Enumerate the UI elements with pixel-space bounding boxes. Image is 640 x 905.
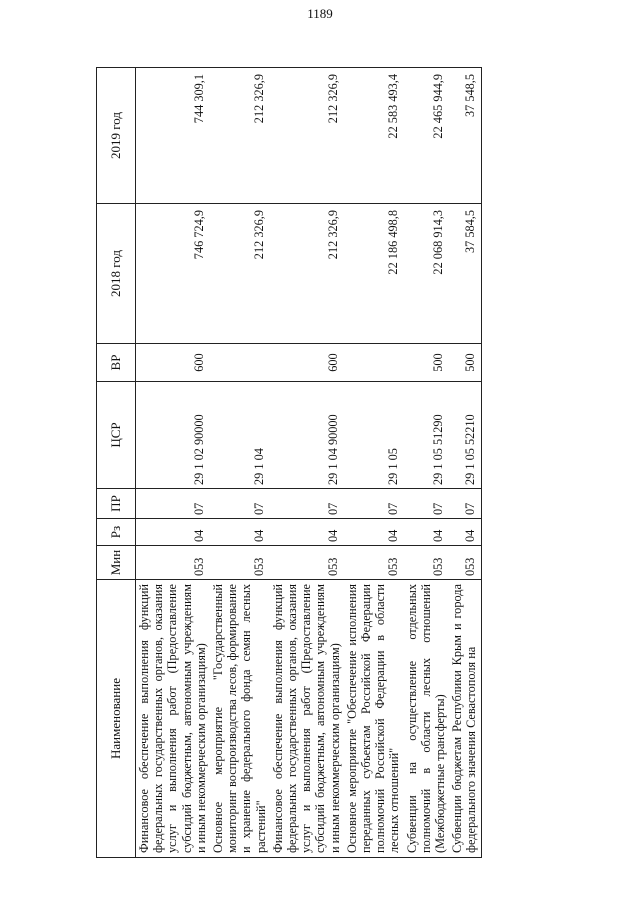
table-row [270,68,344,858]
row-2018: 37 584,5 [449,204,481,344]
row-2019: 37 548,5 [449,68,481,204]
row-2018: 22 186 498,8 [344,204,404,344]
row-name: Субвенции на осуществление отдельных полномочий в области лесных отношений (Межбюджетные трансферты) [404,580,450,858]
row-name: Субвенции бюджетам Республики Крым и города федерального значения Севастополя на [449,580,481,858]
row-name: Финансовое обеспечение выполнения функций федеральных государственных органов, оказания услуг и выполнения работ (Предоставление субсидий бюджетным, автономным учреждениям и иным некоммерческим организациям) [136,580,211,858]
row-rz: 04 [404,519,450,546]
row-vr: 500 [404,344,450,382]
header-csr: ЦСР [97,382,136,489]
row-name: Основное мероприятие "Государственный мониторинг воспроизводства лесов, формирование и хранение федерального фонда семян лесных растений" [210,580,270,858]
row-2019: 22 465 944,9 [404,68,450,204]
row-csr: 29 1 02 90000 [136,382,211,489]
page-number: 1189 [307,6,333,21]
row-rz: 04 [210,519,270,546]
row-vr: 600 [270,344,344,382]
row-name: Финансовое обеспечение выполнения функций федеральных государственных органов, оказания услуг и выполнения работ (Предоставление субсидий бюджетным, автономным учреждениям и иным некоммерческим организациям) [270,580,344,858]
row-rz: 04 [270,519,344,546]
row-min: 053 [270,546,344,580]
row-vr [210,344,270,382]
row-vr: 500 [449,344,481,382]
header-2019: 2019 год [97,68,136,204]
row-pr: 07 [344,489,404,519]
row-2019: 212 326,9 [270,68,344,204]
header-min: Мин [97,546,136,580]
header-vr: ВР [97,344,136,382]
row-2018: 212 326,9 [270,204,344,344]
row-vr [344,344,404,382]
header-rz: Рз [97,519,136,546]
row-pr: 07 [136,489,211,519]
table-row [449,68,481,858]
row-2019: 212 326,9 [210,68,270,204]
row-csr: 29 1 05 51290 [404,382,450,489]
row-pr: 07 [270,489,344,519]
row-csr: 29 1 05 [344,382,404,489]
row-name: Основное мероприятие "Обеспечение исполнения переданных субъектам Российской Федерации полномочий Российской Федерации в области лесных отношений" [344,580,404,858]
row-2018: 212 326,9 [210,204,270,344]
row-2019: 744 309,1 [136,68,211,204]
row-2018: 22 068 914,3 [404,204,450,344]
row-2018: 746 724,9 [136,204,211,344]
row-min: 053 [344,546,404,580]
row-min: 053 [210,546,270,580]
row-rz: 04 [344,519,404,546]
header-2018: 2018 год [97,204,136,344]
table-row [210,68,270,858]
budget-table-rotated [96,68,581,858]
table-row [404,68,450,858]
budget-table [96,67,482,858]
row-pr: 07 [449,489,481,519]
row-csr: 29 1 04 90000 [270,382,344,489]
row-rz: 04 [136,519,211,546]
row-pr: 07 [404,489,450,519]
row-csr: 29 1 05 52210 [449,382,481,489]
row-rz: 04 [449,519,481,546]
table-row [344,68,404,858]
table-row [136,68,211,858]
row-2019: 22 583 493,4 [344,68,404,204]
header-pr: ПР [97,489,136,519]
header-name: Наименование [97,580,136,858]
row-pr: 07 [210,489,270,519]
row-csr: 29 1 04 [210,382,270,489]
row-min: 053 [404,546,450,580]
row-vr: 600 [136,344,211,382]
table-header-row [97,68,136,858]
row-min: 053 [136,546,211,580]
row-min: 053 [449,546,481,580]
